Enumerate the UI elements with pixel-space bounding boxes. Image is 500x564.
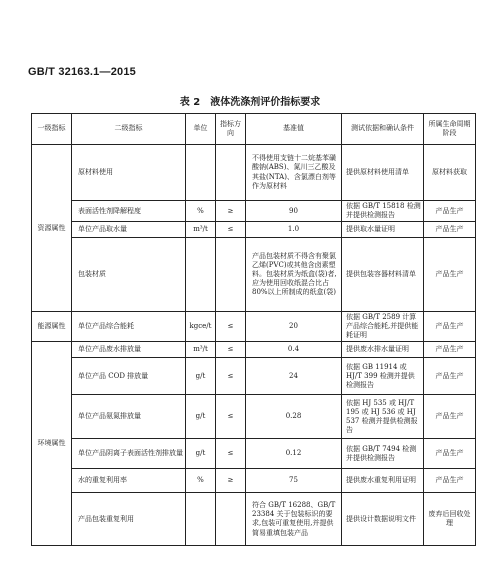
indicator-cell: 包装材质	[72, 238, 186, 312]
table-row	[32, 222, 476, 238]
table-body	[32, 145, 476, 546]
baseline-cell: 符合 GB/T 16288、GB/T 23384 关于包装标识的要求,包装可重复使用,并提供简易重填包装产品	[246, 493, 342, 546]
direction-cell: ≥	[216, 469, 246, 493]
unit-cell: %	[186, 201, 216, 222]
stage-cell: 原材料获取	[424, 145, 476, 201]
group-name: 能源属性	[32, 312, 72, 342]
direction-cell: ≤	[216, 222, 246, 238]
unit-cell: g/t	[186, 358, 216, 395]
indicator-cell: 单位产品氨氮排放量	[72, 395, 186, 439]
stage-cell: 产品生产	[424, 312, 476, 342]
stage-cell: 废弃后回收处理	[424, 493, 476, 546]
baseline-cell: 不得使用支链十二烷基苯磺酸钠(ABS)、氮川三乙酸及其盐(NTA)、含氯漂白剂等作为原材料	[246, 145, 342, 201]
baseline-cell: 0.12	[246, 439, 342, 469]
header-stage: 所属生命周期阶段	[424, 114, 476, 145]
baseline-cell: 1.0	[246, 222, 342, 238]
direction-cell: ≤	[216, 312, 246, 342]
basis-cell: 依据 GB/T 15818 检测并提供检测报告	[342, 201, 424, 222]
basis-cell: 提供设计数据说明文件	[342, 493, 424, 546]
direction-cell: ≤	[216, 439, 246, 469]
table-row	[32, 469, 476, 493]
direction-cell	[216, 493, 246, 546]
direction-cell: ≥	[216, 201, 246, 222]
header-basis: 测试依据和确认条件	[342, 114, 424, 145]
basis-cell: 提供包装容器材料清单	[342, 238, 424, 312]
indicator-cell: 产品包装重复利用	[72, 493, 186, 546]
header-direction: 指标方向	[216, 114, 246, 145]
baseline-cell: 0.28	[246, 395, 342, 439]
stage-cell: 产品生产	[424, 342, 476, 358]
indicator-cell: 单位产品废水排放量	[72, 342, 186, 358]
evaluation-indicator-table	[31, 113, 476, 546]
table-row	[32, 145, 476, 201]
header-unit: 单位	[186, 114, 216, 145]
table-row	[32, 395, 476, 439]
unit-cell: kgce/t	[186, 312, 216, 342]
indicator-cell: 单位产品阴离子表面活性剂排放量	[72, 439, 186, 469]
indicator-cell: 单位产品综合能耗	[72, 312, 186, 342]
stage-cell: 产品生产	[424, 201, 476, 222]
basis-cell: 依据 GB/T 2589 计算产品综合能耗,并提供能耗证明	[342, 312, 424, 342]
table-row	[32, 342, 476, 358]
table-row	[32, 439, 476, 469]
group-name: 资源属性	[32, 145, 72, 312]
standard-code: GB/T 32163.1—2015	[28, 66, 136, 78]
baseline-cell: 75	[246, 469, 342, 493]
header-baseline: 基准值	[246, 114, 342, 145]
stage-cell: 产品生产	[424, 395, 476, 439]
group-name: 环境属性	[32, 342, 72, 546]
table-row	[32, 358, 476, 395]
unit-cell: g/t	[186, 439, 216, 469]
header-level1: 一级指标	[32, 114, 72, 145]
basis-cell: 提供原材料使用清单	[342, 145, 424, 201]
stage-cell: 产品生产	[424, 469, 476, 493]
basis-cell: 提供废水重复利用证明	[342, 469, 424, 493]
baseline-cell: 0.4	[246, 342, 342, 358]
baseline-cell: 90	[246, 201, 342, 222]
table-row	[32, 201, 476, 222]
direction-cell: ≤	[216, 358, 246, 395]
direction-cell	[216, 238, 246, 312]
unit-cell	[186, 238, 216, 312]
table-row	[32, 493, 476, 546]
unit-cell: m³/t	[186, 342, 216, 358]
stage-cell: 产品生产	[424, 439, 476, 469]
indicator-cell: 表面活性剂降解程度	[72, 201, 186, 222]
baseline-cell: 20	[246, 312, 342, 342]
table-title: 表 2 液体洗涤剂评价指标要求	[179, 97, 321, 108]
basis-cell: 依据 GB 11914 或 HJ/T 399 检测并提供检测报告	[342, 358, 424, 395]
stage-cell: 产品生产	[424, 222, 476, 238]
indicator-cell: 单位产品取水量	[72, 222, 186, 238]
indicator-cell: 原材料使用	[72, 145, 186, 201]
direction-cell	[216, 145, 246, 201]
basis-cell: 提供废水排水量证明	[342, 342, 424, 358]
table-row	[32, 312, 476, 342]
basis-cell: 提供取水量证明	[342, 222, 424, 238]
baseline-cell: 产品包装材质不得含有聚氯乙烯(PVC)或其他含卤素塑料。包装材质为纸盒(袋)者,应为使用回收纸混合比占 80%以上所制成的纸盒(袋)	[246, 238, 342, 312]
direction-cell: ≤	[216, 342, 246, 358]
indicator-cell: 单位产品 COD 排放量	[72, 358, 186, 395]
basis-cell: 依据 GB/T 7494 检测并提供检测报告	[342, 439, 424, 469]
unit-cell	[186, 493, 216, 546]
unit-cell: g/t	[186, 395, 216, 439]
direction-cell: ≤	[216, 395, 246, 439]
indicator-cell: 水的重复利用率	[72, 469, 186, 493]
unit-cell: m³/t	[186, 222, 216, 238]
basis-cell: 依据 HJ 535 或 HJ/T 195 或 HJ 536 或 HJ 537 检测并提供检测报告	[342, 395, 424, 439]
unit-cell	[186, 145, 216, 201]
table-header-row	[32, 114, 476, 145]
stage-cell: 产品生产	[424, 358, 476, 395]
table-row	[32, 238, 476, 312]
baseline-cell: 24	[246, 358, 342, 395]
stage-cell: 产品生产	[424, 238, 476, 312]
unit-cell: %	[186, 469, 216, 493]
header-level2: 二级指标	[72, 114, 186, 145]
